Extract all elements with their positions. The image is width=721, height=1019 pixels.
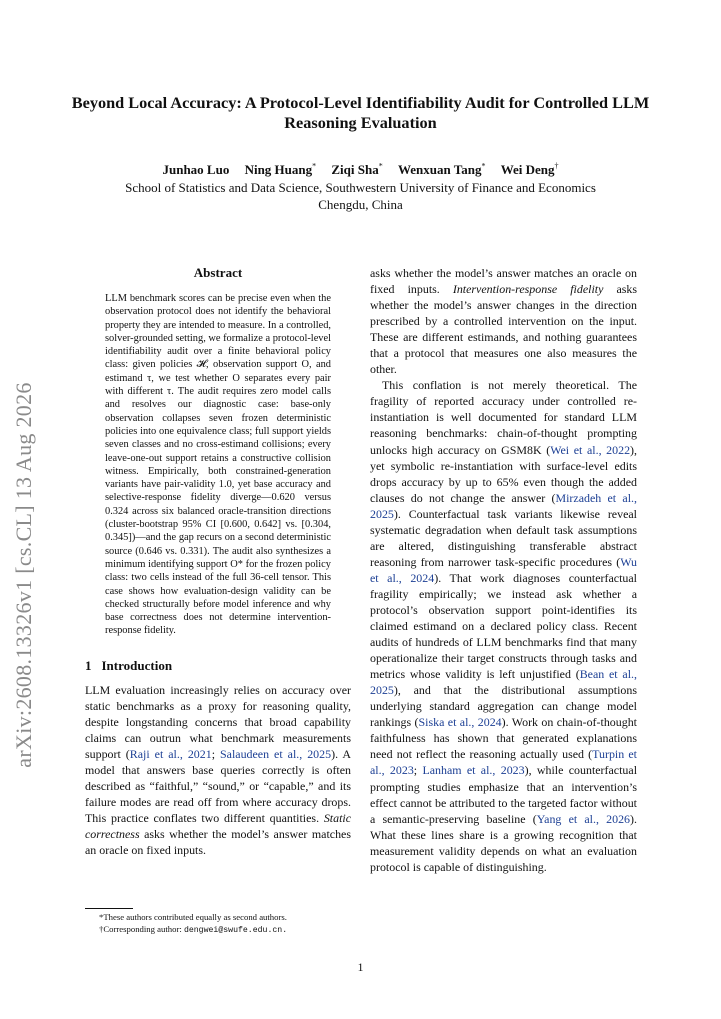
citation-link[interactable]: Siska et al., 2024 xyxy=(418,715,502,730)
citation-link[interactable]: Bean et al., 2025 xyxy=(370,667,637,698)
author: Wei Deng† xyxy=(500,162,559,178)
author: Junhao Luo xyxy=(162,162,230,178)
affiliation xyxy=(60,180,661,213)
citation-link[interactable]: Salaudeen et al., 2025 xyxy=(220,746,332,761)
intro-paragraph-1: LLM evaluation increasingly relies on accuracy over static benchmarks as a proxy for reasoning quality, despite longstanding concerns that broad capability claims can outrun what benchmark measurements support (Raji et al., 2021; Salaudeen et al., 2025). A model that answers base queries correctly is often described as “faithful,” “sound,” or “capable,” and its failure modes are read off from where accuracy drops. This practice conflates two different quantities. Static correctness asks whether the model’s answer matches an oracle on fixed inputs. xyxy=(85,682,351,858)
citation-link[interactable]: Turpin et al., 2023 xyxy=(370,747,638,778)
section-title: Introduction xyxy=(101,657,173,673)
footnote-rule xyxy=(85,908,133,909)
citation-link[interactable]: Wu et al., 2024 xyxy=(370,554,637,585)
author-list xyxy=(60,162,661,178)
author: Ziqi Sha* xyxy=(331,162,383,178)
emphasis-term: Intervention-response fidelity xyxy=(452,282,604,297)
intro-paragraph-2: This conflation is not merely theoretical. The fragility of reported accuracy under controlled re-instantiation is well documented for standard LLM reasoning benchmarks: chain-of-thought prompting unlocks high accuracy on GSM8K (Wei et al., 2022), yet symbolic re-instantiation with surface-level edits drops accuracy by up to 65% even though the added clauses do not change the answer (Mirzadeh et al., 2025). Counterfactual task variants likewise reveal systematic degradation when default task assumptions are altered, distinguishing transferable abstract reasoning from narrower task-specific procedures (Wu et al., 2024). That work diagnoses counterfactual fragility empirically; we instead ask whether a protocol’s observation support point-identifies its claimed estimand on a declared policy class. Recent audits of hundreds of LLM benchmarks find that many operationalize their target constructs through tasks and metrics whose validity is left unjustified (Bean et al., 2025), and that the distributional assumptions underlying standard aggregation can change model rankings (Siska et al., 2024). Work on chain-of-thought faithfulness has shown that generated explanations need not reflect the reasoning actually used (Turpin et al., 2023; Lanham et al., 2023), while counterfactual prompting studies emphasize that an intervention’s effect cannot be attributed to the targeted factor without a semantic-preserving baseline (Yang et al., 2026). What these lines share is a growing recognition that measurement validity depends on what an evaluation protocol is capable of distinguishing. xyxy=(370,378,638,874)
affiliation-line: Chengdu, China xyxy=(318,196,403,212)
arxiv-sidebar xyxy=(4,373,44,778)
citation-link[interactable]: Lanham et al., 2023 xyxy=(422,763,525,778)
affiliation-line: School of Statistics and Data Science, Southwestern University of Finance and Economics xyxy=(125,180,596,195)
footnote-equal-contribution: *These authors contributed equally as second authors. xyxy=(99,912,287,922)
author: Ning Huang* xyxy=(244,162,317,178)
page-number: 1 xyxy=(357,960,364,974)
right-column xyxy=(370,265,637,875)
left-column xyxy=(85,265,351,858)
author: Wenxuan Tang* xyxy=(397,162,486,178)
footnote-corresponding-author: †Corresponding author: dengwei@swufe.edu.cn. xyxy=(99,924,288,935)
emphasis-term: Static correctness xyxy=(85,811,351,842)
intro-paragraph-1-continued: asks whether the model’s answer matches an oracle on fixed inputs. Intervention-response fidelity asks whether the model’s answer changes in the direction prescribed by a controlled intervention on the input. These are different estimands, and nothing guarantees that a protocol that measures one also measures the other. xyxy=(370,266,637,377)
citation-link[interactable]: Wei et al., 2022 xyxy=(550,442,631,457)
section-heading xyxy=(85,658,351,674)
citation-link[interactable]: Raji et al., 2021 xyxy=(129,746,212,761)
arxiv-identifier: arXiv:2608.13326v1 [cs.CL] 13 Aug 2026 xyxy=(11,382,36,768)
paper-title: Beyond Local Accuracy: A Protocol-Level Identifiability Audit for Controlled LLM Reasoning Evaluation xyxy=(71,93,650,132)
footnotes xyxy=(85,911,351,937)
author-email: dengwei@swufe.edu.cn. xyxy=(183,926,288,935)
citation-link[interactable]: Yang et al., 2026 xyxy=(536,811,631,826)
section-number: 1 xyxy=(85,657,92,673)
abstract-heading: Abstract xyxy=(193,265,243,280)
abstract-text: LLM benchmark scores can be precise even when the observation protocol does not identify the behavioral property they are intended to measure. In a controlled, solver-grounded setting, we formalize a protocol-level identifiability audit over a finite behavioral policy class: given policies 𝓗, observation support O, and estimand τ, we test whether O separates every pair with different τ. The audit requires zero model calls and resolves our diagnostic case: base-only observation collapses seven frozen deterministic policies into one equivalence class; full support yields seven classes and no cross-estimand collisions; every leave-one-out support retains a constructive collision witness. Empirically, both constrained-generation variants have pair-validity 1.0, yet base accuracy and selective-response fidelity diverge—0.620 versus 0.324 across six balanced oracle-transition directions (cluster-bootstrap 95% CI [0.600, 0.642] vs. [0.304, 0.345])—and the gap recurs on a second deterministic source (0.646 vs. 0.331). The audit also synthesizes a minimum identifying support O* for the frozen policy class: two cells instead of the full 36-cell tensor. This case shows how evaluation-design validity can be checked structurally before model inference and why base correctness does not determine intervention-response fidelity. xyxy=(105,293,331,637)
citation-link[interactable]: Mirzadeh et al., 2025 xyxy=(370,490,637,521)
